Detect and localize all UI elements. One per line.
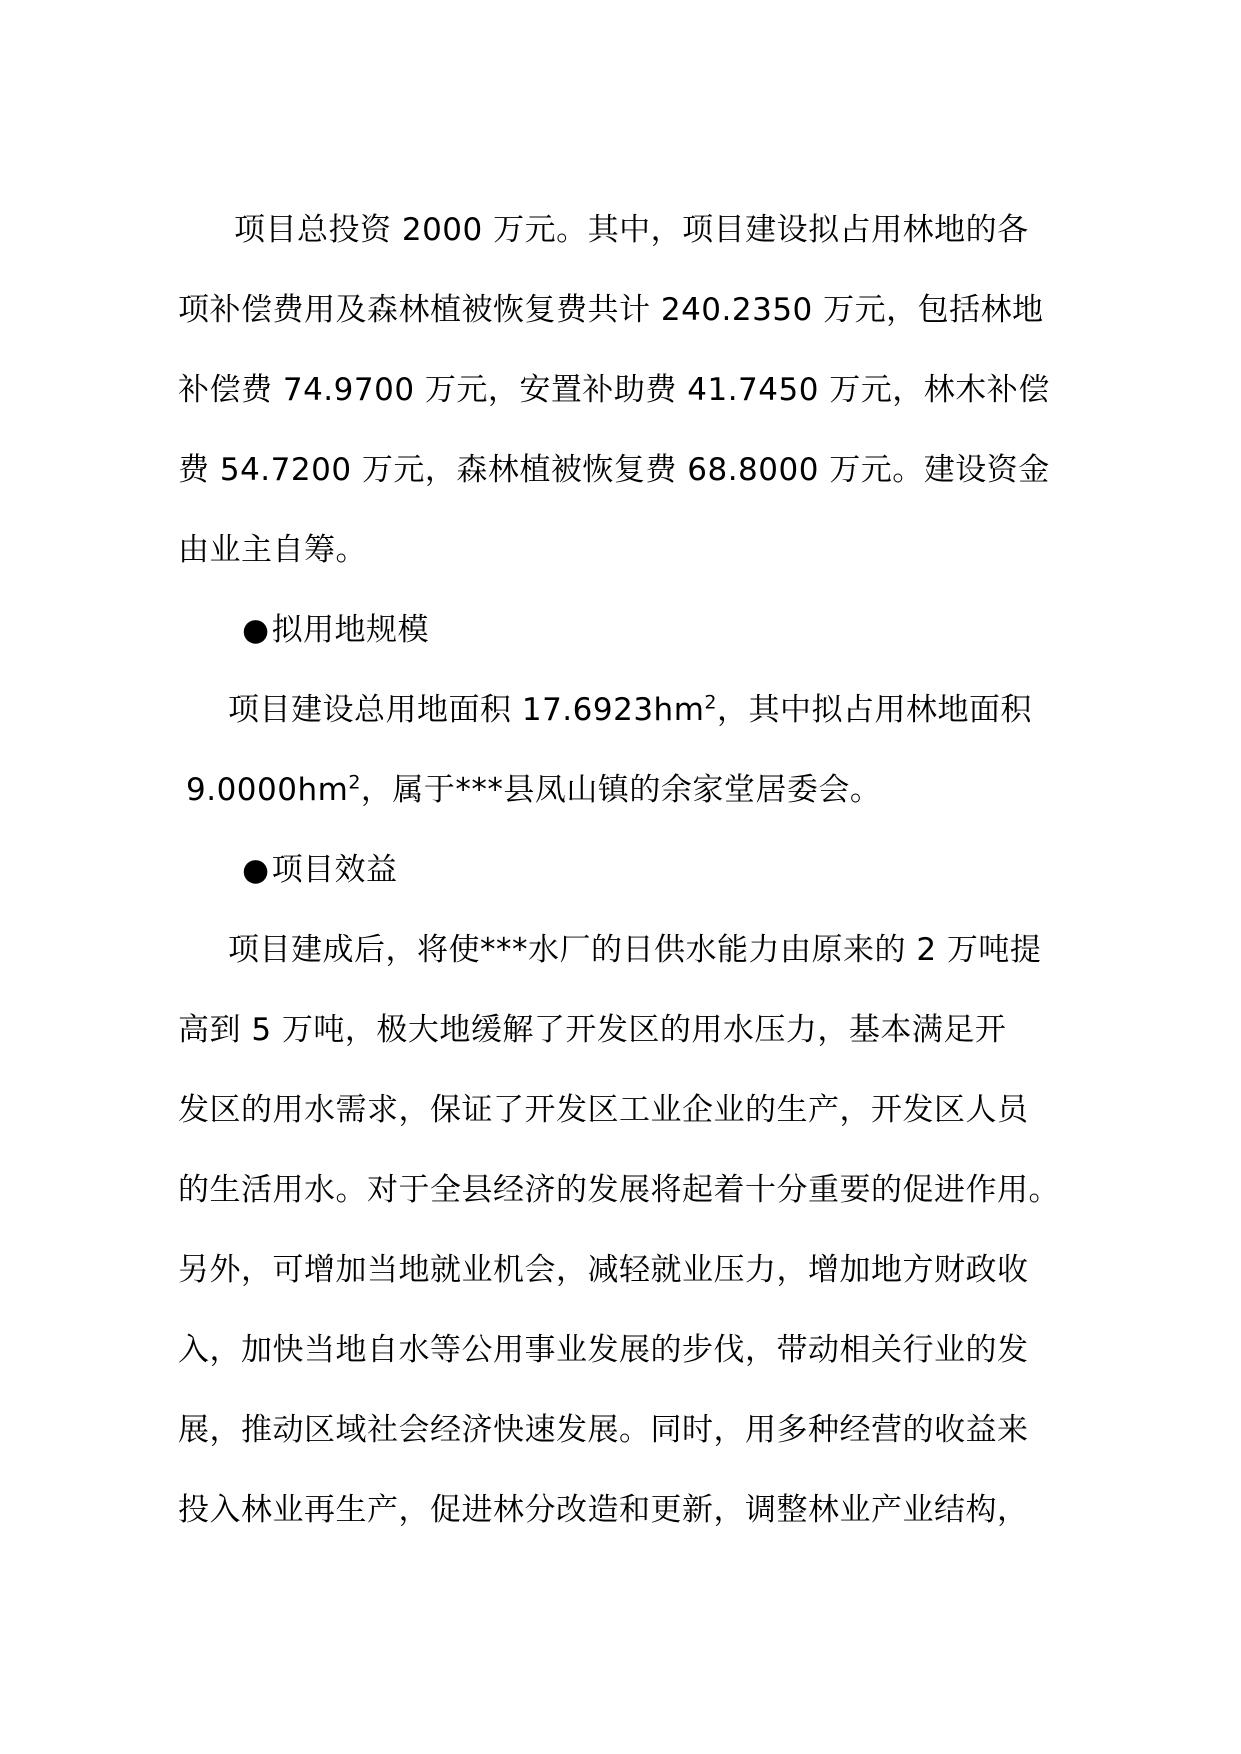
land-scale-paragraph xyxy=(178,670,1068,830)
text-line: 投入林业再生产，促进林分改造和更新，调整林业产业结构， xyxy=(178,1492,1029,1528)
section-heading-project-benefit xyxy=(178,830,1068,910)
text-line: 项目建成后，将使***水厂的日供水能力由原来的 2 万吨提 xyxy=(228,932,1042,968)
text-line: 入，加快当地自水等公用事业发展的步伐，带动相关行业的发 xyxy=(178,1332,1029,1368)
text-run: 项目建设总用地面积 17.6923hm xyxy=(228,692,705,728)
text-line: 另外，可增加当地就业机会，减轻就业压力，增加地方财政收 xyxy=(178,1252,1029,1288)
text-line: 展，推动区域社会经济快速发展。同时，用多种经营的收益来 xyxy=(178,1412,1029,1448)
text-line: 高到 5 万吨，极大地缓解了开发区的用水压力，基本满足开 xyxy=(178,1012,1007,1048)
superscript: 2 xyxy=(348,771,361,794)
heading-text: 项目效益 xyxy=(271,852,398,888)
text-line xyxy=(178,670,1068,750)
text-line: 项目总投资 2000 万元。其中，项目建设拟占用林地的各 xyxy=(234,212,1029,248)
bullet-icon: ● xyxy=(242,612,270,648)
heading-text: 拟用地规模 xyxy=(271,612,430,648)
text-run: 9.0000hm xyxy=(186,772,349,808)
text-run: ，其中拟占用林地面积 xyxy=(717,692,1032,728)
superscript: 2 xyxy=(704,691,717,714)
body-text xyxy=(178,190,1068,1550)
investment-paragraph xyxy=(178,190,1068,590)
text-line: 由业主自筹。 xyxy=(178,532,367,568)
text-line: 发区的用水需求，保证了开发区工业企业的生产，开发区人员 xyxy=(178,1092,1029,1128)
text-line: 补偿费 74.9700 万元，安置补助费 41.7450 万元，林木补偿 xyxy=(178,372,1050,408)
text-run: ，属于***县凤山镇的余家堂居委会。 xyxy=(360,772,882,808)
text-line: 项补偿费用及森林植被恢复费共计 240.2350 万元，包括林地 xyxy=(178,292,1044,328)
benefit-paragraph xyxy=(178,910,1068,1550)
text-line: 的生活用水。对于全县经济的发展将起着十分重要的促进作用。 xyxy=(178,1172,1060,1208)
section-heading-land-scale xyxy=(178,590,1068,670)
text-line xyxy=(178,750,1068,830)
text-line: 费 54.7200 万元，森林植被恢复费 68.8000 万元。建设资金 xyxy=(178,452,1050,488)
bullet-icon: ● xyxy=(242,852,270,888)
